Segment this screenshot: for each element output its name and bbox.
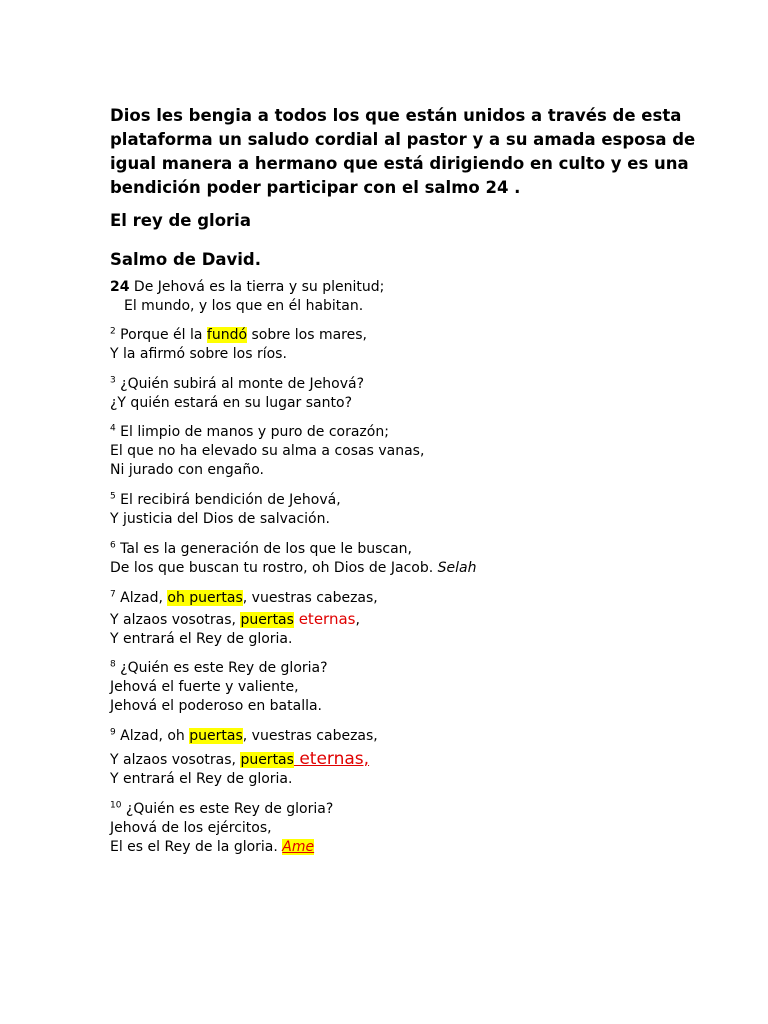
verse-text: Y alzaos vosotras, <box>110 612 241 628</box>
verse-4-line-3: Ni jurado con engaño. <box>110 462 264 478</box>
verse-number: 8 <box>110 659 116 670</box>
red-word: eternas, <box>293 749 370 769</box>
verse-6-line-2 <box>110 559 476 578</box>
verse-number: 7 <box>110 589 116 600</box>
verse-text: Alzad, oh <box>115 728 190 744</box>
verse-text: Porque él la <box>115 327 207 343</box>
verse-10-line-3 <box>110 838 333 857</box>
verse-10 <box>110 800 333 857</box>
verse-1-line-1 <box>110 278 384 297</box>
verse-8-line-3: Jehová el poderoso en batalla. <box>110 698 323 714</box>
verse-text: El limpio de manos y puro de corazón; <box>115 424 389 440</box>
psalm-subtitle: Salmo de David. <box>110 250 262 269</box>
red-word: eternas <box>293 610 356 628</box>
verse-5-line-1 <box>110 491 341 510</box>
intro-paragraph: Dios les bengia a todos los que están unidos a través de esta plataforma un saludo cordial al pastor y a su amada esposa de igual manera a hermano que está dirigiendo en culto y es una bendición poder participar con el salmo 24 . <box>110 106 696 197</box>
verse-8-line-2: Jehová el fuerte y valiente, <box>110 679 299 695</box>
verse-text: ¿Quién subirá al monte de Jehová? <box>115 376 365 392</box>
verse-7-line-2 <box>110 610 378 630</box>
verse-text: Y alzaos vosotras, <box>110 752 241 768</box>
verse-number: 2 <box>110 326 116 337</box>
verse-number: 6 <box>110 540 116 551</box>
verse-text: Tal es la generación de los que le buscan, <box>115 541 412 557</box>
verse-4-line-1 <box>110 423 424 442</box>
verse-1-line-2: El mundo, y los que en él habitan. <box>124 298 364 314</box>
verse-number: 9 <box>110 727 116 738</box>
verse-2 <box>110 326 367 364</box>
verse-7 <box>110 589 378 649</box>
verse-text: De los que buscan tu rostro, oh Dios de Jacob. <box>110 560 438 576</box>
verse-4-line-2: El que no ha elevado su alma a cosas vanas, <box>110 443 425 459</box>
verse-text: ¿Quién es este Rey de gloria? <box>115 660 328 676</box>
verse-text: ¿Quién es este Rey de gloria? <box>121 801 334 817</box>
verse-text: El es el Rey de la gloria. <box>110 839 283 855</box>
verse-8-line-1 <box>110 659 328 678</box>
selah-word: Selah <box>437 560 477 576</box>
highlighted-word: fundó <box>206 327 248 343</box>
verse-9-line-1 <box>110 727 378 746</box>
verse-number: 3 <box>110 375 116 386</box>
verse-2-line-1 <box>110 326 367 345</box>
verse-number: 4 <box>110 423 116 434</box>
verse-text: Alzad, <box>115 590 168 606</box>
highlighted-word: puertas <box>189 728 243 744</box>
verse-2-line-2: Y la afirmó sobre los ríos. <box>110 346 287 362</box>
verse-6-line-1 <box>110 540 476 559</box>
verse-10-line-1 <box>110 800 333 819</box>
verse-number: 24 <box>110 279 130 295</box>
verse-text: sobre los mares, <box>247 327 367 343</box>
psalm-title: El rey de gloria <box>110 211 251 230</box>
verse-3 <box>110 375 364 413</box>
ame-word: Ame <box>282 839 315 855</box>
verse-9 <box>110 727 378 789</box>
verse-text: , vuestras cabezas, <box>242 590 378 606</box>
verse-10-line-2: Jehová de los ejércitos, <box>110 820 272 836</box>
verse-text: El recibirá bendición de Jehová, <box>115 492 341 508</box>
verse-3-line-1 <box>110 375 364 394</box>
verse-1 <box>110 278 384 316</box>
verse-7-line-3: Y entrará el Rey de gloria. <box>110 631 293 647</box>
verse-7-line-1 <box>110 589 378 608</box>
verse-5-line-2: Y justicia del Dios de salvación. <box>110 511 330 527</box>
highlighted-word: puertas <box>240 752 294 768</box>
verse-text: , vuestras cabezas, <box>242 728 378 744</box>
highlighted-word: puertas <box>240 612 294 628</box>
verse-6 <box>110 540 476 578</box>
verse-4 <box>110 423 424 480</box>
verse-number: 10 <box>110 800 122 811</box>
verse-9-line-2 <box>110 750 378 770</box>
verse-5 <box>110 491 341 529</box>
verse-3-line-2: ¿Y quién estará en su lugar santo? <box>110 395 352 411</box>
verse-8 <box>110 659 328 716</box>
verse-number: 5 <box>110 491 116 502</box>
verse-9-line-3: Y entrará el Rey de gloria. <box>110 771 293 787</box>
highlighted-word: oh puertas <box>167 590 243 606</box>
verse-text: , <box>355 612 360 628</box>
verse-text: De Jehová es la tierra y su plenitud; <box>129 279 385 295</box>
